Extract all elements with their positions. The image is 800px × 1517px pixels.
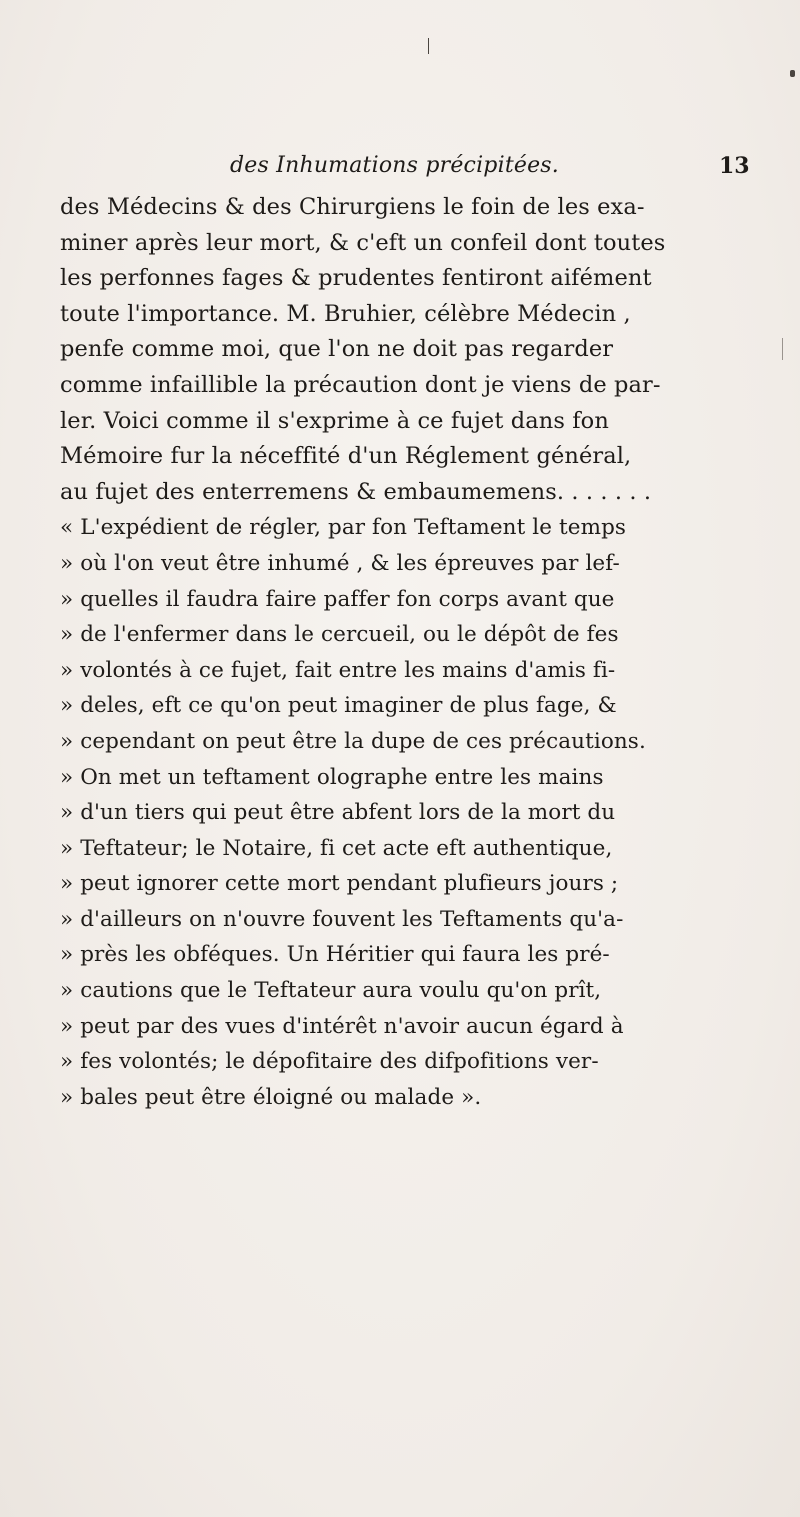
- quote-line: » On met un teftament olographe entre les mains: [60, 764, 604, 790]
- ink-spot: [790, 70, 795, 77]
- text-line: au fujet des enterremens & embaumemens. . . . . . .: [60, 478, 652, 505]
- running-title: des Inhumations précipitées.: [230, 153, 559, 178]
- quote-line: » peut ignorer cette mort pendant plufieurs jours ;: [60, 871, 619, 897]
- print-speck: [428, 38, 429, 54]
- quote-line: » bales peut être éloigné ou malade ».: [60, 1084, 482, 1110]
- quote-line: « L'expédient de régler, par fon Teftament le temps: [60, 515, 627, 541]
- quote-line: » peut par des vues d'intérêt n'avoir aucun égard à: [60, 1013, 624, 1039]
- text-line: des Médecins & des Chirurgiens le foin de les exa-: [60, 194, 645, 220]
- text-line: toute l'importance. M. Bruhier, célèbre Médecin ,: [60, 300, 631, 327]
- quote-line: » fes volontés; le dépofitaire des difpofitions ver-: [60, 1049, 599, 1075]
- quote-line: » quelles il faudra faire paffer fon corps avant que: [60, 586, 615, 612]
- quote-line: » de l'enfermer dans le cercueil, ou le dépôt de fes: [60, 622, 619, 648]
- quote-line: » d'ailleurs on n'ouvre fouvent les Teftaments qu'a-: [60, 906, 624, 932]
- text-line: miner après leur mort, & c'eft un confeil dont toutes: [60, 229, 666, 256]
- text-line: ler. Voici comme il s'exprime à ce fujet dans fon: [60, 407, 609, 434]
- body-text: [60, 190, 760, 1115]
- quote-line: » Teftateur; le Notaire, fi cet acte eft authentique,: [60, 835, 613, 861]
- text-line: les perfonnes fages & prudentes fentiront aifément: [60, 265, 652, 292]
- quote-line: » volontés à ce fujet, fait entre les mains d'amis fi-: [60, 657, 616, 683]
- quote-line: » cautions que le Teftateur aura voulu qu'on prît,: [60, 978, 602, 1004]
- quote-line: » où l'on veut être inhumé , & les épreuves par lef-: [60, 550, 620, 576]
- text-line: penfe comme moi, que l'on ne doit pas regarder: [60, 336, 614, 363]
- text-line: Mémoire fur la néceffité d'un Réglement général,: [60, 443, 632, 470]
- page-crease: [782, 338, 783, 360]
- quote-line: » deles, eft ce qu'on peut imaginer de plus fage, &: [60, 693, 617, 719]
- text-line: comme infaillible la précaution dont je viens de par-: [60, 371, 661, 398]
- quote-line: » d'un tiers qui peut être abfent lors de la mort du: [60, 800, 616, 826]
- quote-line: » cependant on peut être la dupe de ces précautions.: [60, 728, 646, 754]
- quote-line: » près les obféques. Un Héritier qui faura les pré-: [60, 942, 610, 968]
- page-number: 13: [719, 153, 750, 179]
